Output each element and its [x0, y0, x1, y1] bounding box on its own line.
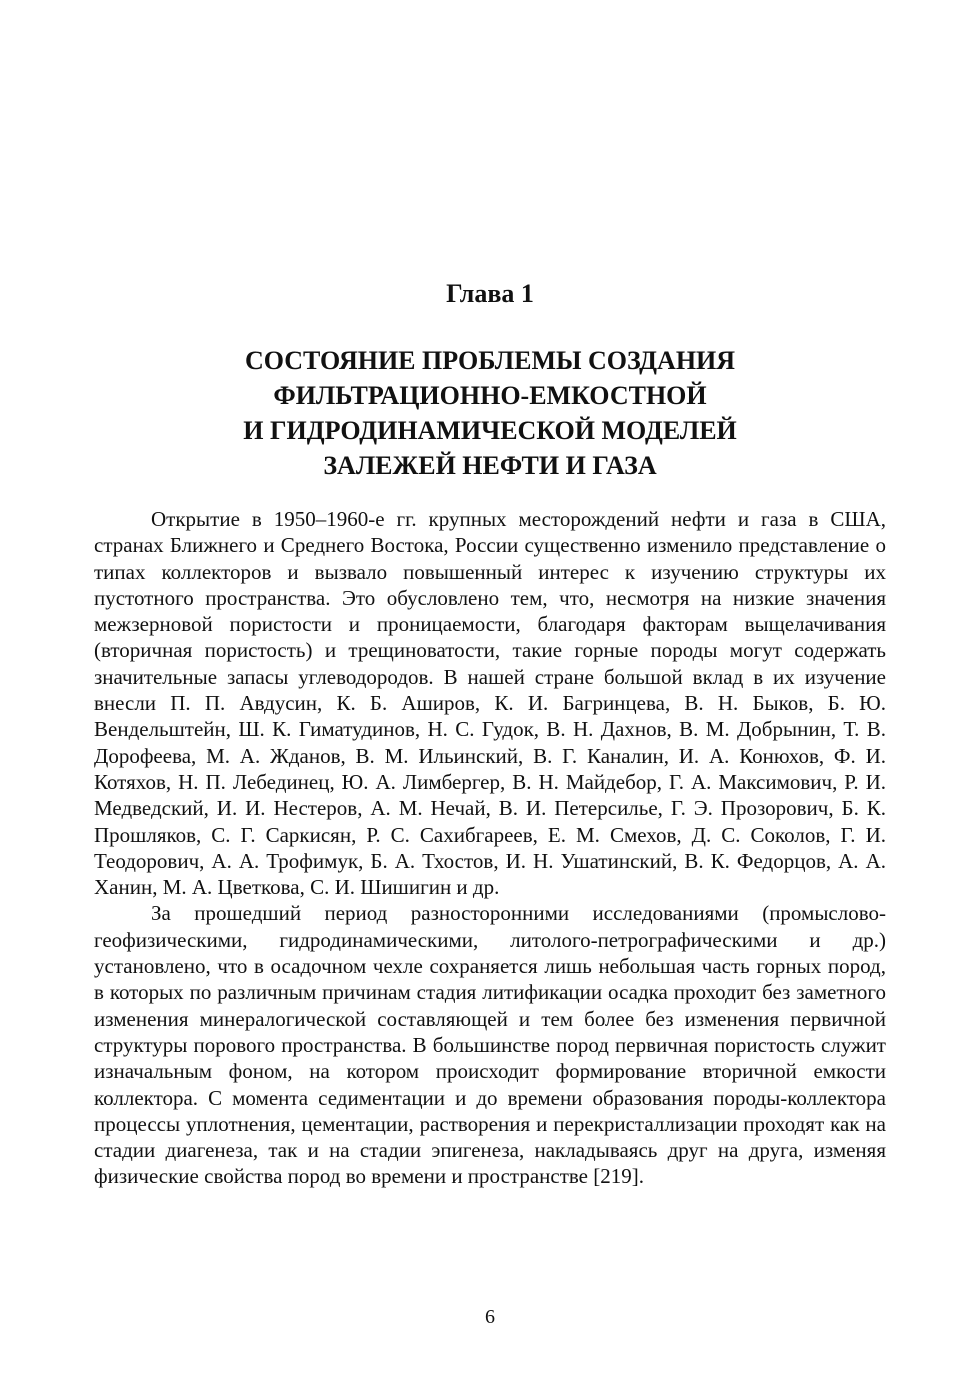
chapter-title-line: СОСТОЯНИЕ ПРОБЛЕМЫ СОЗДАНИЯ [244, 346, 736, 375]
chapter-title-line: ФИЛЬТРАЦИОННО-ЕМКОСТНОЙ [273, 381, 707, 410]
chapter-title [0, 343, 980, 483]
paragraph: Открытие в 1950–1960-е гг. крупных месторождений нефти и газа в США, странах Ближнего и Среднего Востока, России существенно изменило представление о типах коллекторов и вызвало повышенный интерес к изучению структуры их пустотного пространства. Это обусловлено тем, что, несмотря на низкие значения межзерновой пористости и проницаемости, благодаря факторам выщелачивания (вторичная пористость) и трещиноватости, такие горные породы могут содержать значительные запасы углеводородов. В нашей стране большой вклад в их изучение внесли П. П. Авдусин, К. Б. Аширов, К. И. Багринцева, В. Н. Быков, Б. Ю. Вендельштейн, Ш. К. Гиматудинов, Н. С. Гудок, В. Н. Дахнов, В. М. Добрынин, Т. В. Дорофеева, М. А. Жданов, В. М. Ильинский, В. Г. Каналин, И. А. Конюхов, Ф. И. Котяхов, Н. П. Лебединец, Ю. А. Лимбергер, В. Н. Майдебор, Г. А. Максимович, Р. И. Медведский, И. И. Нестеров, А. М. Нечай, В. И. Петерсилье, Г. Э. Прозорович, Б. К. Прошляков, С. Г. Саркисян, Р. С. Сахибгареев, Е. М. Смехов, Д. С. Соколов, Г. И. Теодорович, А. А. Трофимук, Б. А. Тхостов, И. Н. Ушатинский, В. К. Федорцов, А. А. Ханин, М. А. Цветкова, С. И. Шишигин и др. [94, 507, 886, 900]
paragraph: За прошедший период разносторонними исследованиями (промыслово-геофизическими, гидродинамическими, литолого-петрографическими и др.) установлено, что в осадочном чехле сохраняется лишь небольшая часть горных пород, в которых по различным причинам стадия литификации осадка проходит без заметного изменения минералогической составляющей и тем более без изменения первичной структуры порового пространства. В большинстве пород первичная пористость служит изначальным фоном, на котором происходит формирование вторичной емкости коллектора. С момента седиментации и до времени образования породы-коллектора процессы уплотнения, цементации, растворения и перекристаллизации проходят как на стадии диагенеза, так и на стадии эпигенеза, накладываясь друг на друга, изменяя физические свойства пород во времени и пространстве [219]. [94, 901, 886, 1189]
chapter-title-line: И ГИДРОДИНАМИЧЕСКОЙ МОДЕЛЕЙ [243, 416, 737, 445]
chapter-title-line: ЗАЛЕЖЕЙ НЕФТИ И ГАЗА [323, 451, 657, 480]
page-number: 6 [485, 1306, 495, 1328]
chapter-label: Глава 1 [446, 279, 534, 308]
body-text [94, 506, 886, 1190]
